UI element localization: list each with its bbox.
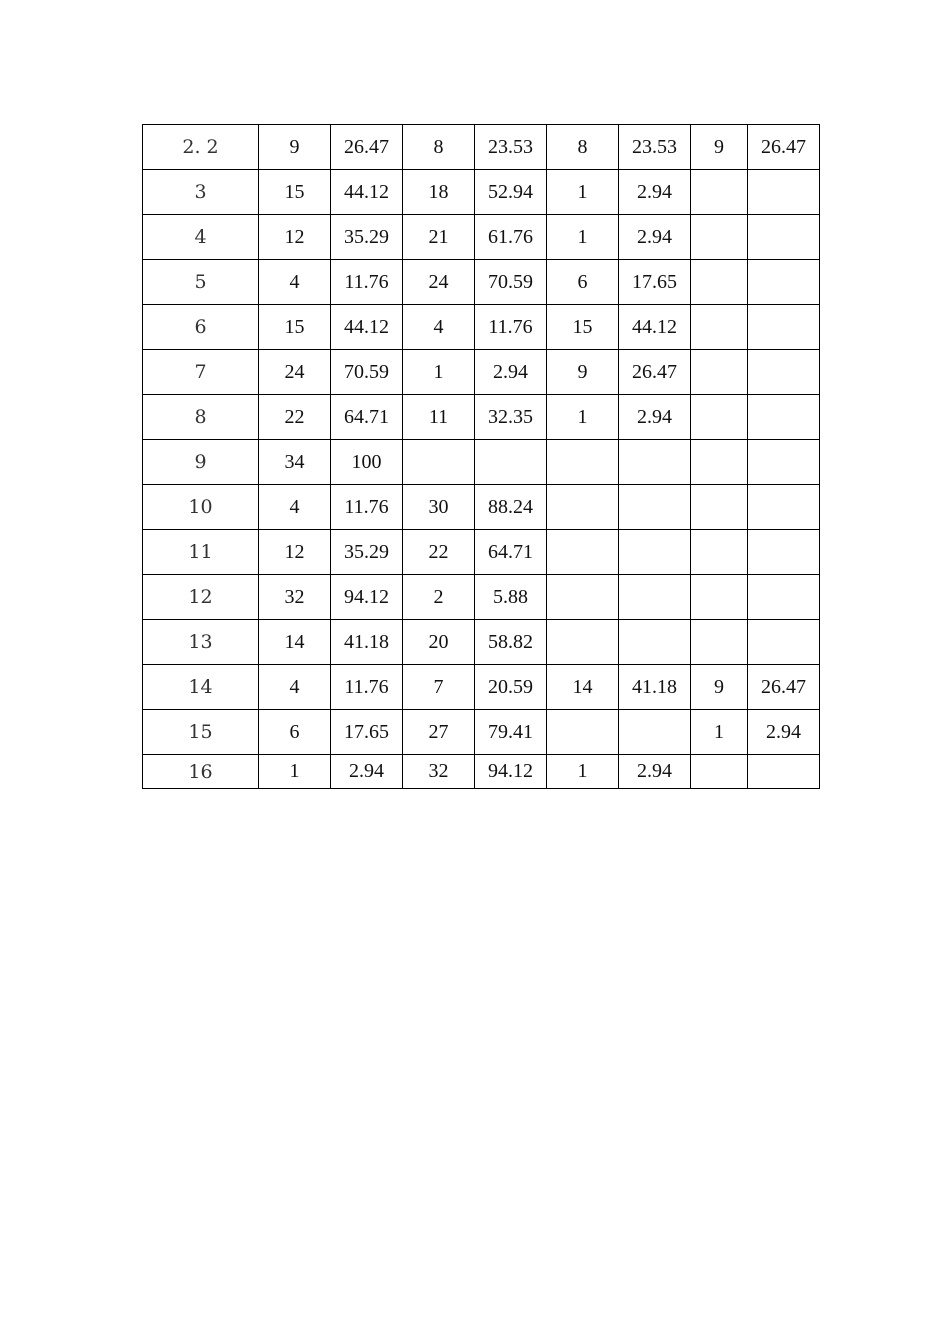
table-cell: 32.35 <box>475 395 547 440</box>
table-cell: 9 <box>259 125 331 170</box>
table-cell: 44.12 <box>619 305 691 350</box>
table-cell <box>619 620 691 665</box>
table-row <box>143 530 820 575</box>
table-cell <box>619 440 691 485</box>
table-cell: 15 <box>547 305 619 350</box>
table-cell <box>619 530 691 575</box>
table-cell: 18 <box>403 170 475 215</box>
table-cell <box>691 260 748 305</box>
table-cell <box>619 575 691 620</box>
table-cell: 14 <box>259 620 331 665</box>
table-cell <box>748 575 820 620</box>
table-cell <box>748 755 820 789</box>
row-label-cell: 16 <box>143 755 259 789</box>
table-cell <box>748 485 820 530</box>
table-row <box>143 575 820 620</box>
table-cell: 24 <box>259 350 331 395</box>
table-cell: 26.47 <box>748 665 820 710</box>
table-cell: 52.94 <box>475 170 547 215</box>
table-cell: 23.53 <box>475 125 547 170</box>
table-cell: 44.12 <box>331 170 403 215</box>
table-cell: 8 <box>547 125 619 170</box>
table-cell <box>691 755 748 789</box>
table-cell <box>691 530 748 575</box>
table-cell: 17.65 <box>619 260 691 305</box>
table-cell: 1 <box>403 350 475 395</box>
table-cell <box>748 305 820 350</box>
table-cell: 35.29 <box>331 530 403 575</box>
table-cell: 11.76 <box>331 485 403 530</box>
table-body <box>143 125 820 789</box>
table-cell: 2.94 <box>331 755 403 789</box>
table-cell: 32 <box>259 575 331 620</box>
table-cell <box>547 530 619 575</box>
table-cell: 8 <box>403 125 475 170</box>
table-cell: 4 <box>403 305 475 350</box>
table-cell: 6 <box>547 260 619 305</box>
table-cell: 64.71 <box>331 395 403 440</box>
table-row <box>143 125 820 170</box>
table-cell <box>475 440 547 485</box>
table-cell <box>691 305 748 350</box>
row-label-cell: 6 <box>143 305 259 350</box>
table-cell: 12 <box>259 215 331 260</box>
table-cell: 26.47 <box>331 125 403 170</box>
table-cell: 44.12 <box>331 305 403 350</box>
table-cell: 11.76 <box>331 260 403 305</box>
table-cell: 15 <box>259 305 331 350</box>
table-cell: 2.94 <box>619 395 691 440</box>
table-cell <box>691 620 748 665</box>
table-cell: 1 <box>547 170 619 215</box>
table-cell <box>748 170 820 215</box>
table-cell: 64.71 <box>475 530 547 575</box>
row-label-cell: 11 <box>143 530 259 575</box>
table-cell: 1 <box>259 755 331 789</box>
table-cell: 61.76 <box>475 215 547 260</box>
table-row <box>143 170 820 215</box>
table-cell <box>691 350 748 395</box>
table-cell: 2.94 <box>475 350 547 395</box>
table-row <box>143 710 820 755</box>
table-cell: 27 <box>403 710 475 755</box>
table-cell: 94.12 <box>475 755 547 789</box>
row-label-cell: 15 <box>143 710 259 755</box>
table-cell: 20.59 <box>475 665 547 710</box>
table-cell <box>619 485 691 530</box>
table-row <box>143 755 820 789</box>
table-cell: 11.76 <box>475 305 547 350</box>
table-cell <box>748 530 820 575</box>
table-cell: 32 <box>403 755 475 789</box>
table-row <box>143 665 820 710</box>
table-cell: 2.94 <box>619 755 691 789</box>
table-cell: 24 <box>403 260 475 305</box>
table-cell: 7 <box>403 665 475 710</box>
table-row <box>143 215 820 260</box>
table-cell <box>691 575 748 620</box>
table-cell <box>748 215 820 260</box>
table-cell <box>691 170 748 215</box>
table-cell: 34 <box>259 440 331 485</box>
table-cell: 70.59 <box>331 350 403 395</box>
table-row <box>143 305 820 350</box>
table-cell: 2.94 <box>619 170 691 215</box>
row-label-cell: 7 <box>143 350 259 395</box>
table-cell: 4 <box>259 665 331 710</box>
row-label-cell: 12 <box>143 575 259 620</box>
table-cell: 5.88 <box>475 575 547 620</box>
row-label-cell: 5 <box>143 260 259 305</box>
table-cell: 41.18 <box>619 665 691 710</box>
table-cell <box>403 440 475 485</box>
table-cell: 58.82 <box>475 620 547 665</box>
table-cell <box>691 485 748 530</box>
table-row <box>143 440 820 485</box>
table-cell <box>691 440 748 485</box>
table-cell: 14 <box>547 665 619 710</box>
table-cell <box>691 215 748 260</box>
table-cell <box>691 395 748 440</box>
table-cell: 17.65 <box>331 710 403 755</box>
row-label-cell: 8 <box>143 395 259 440</box>
table-cell: 100 <box>331 440 403 485</box>
table-cell <box>619 710 691 755</box>
table-cell: 22 <box>259 395 331 440</box>
table-cell: 6 <box>259 710 331 755</box>
table-cell <box>547 575 619 620</box>
row-label-cell: 10 <box>143 485 259 530</box>
table-cell: 41.18 <box>331 620 403 665</box>
table-cell: 4 <box>259 485 331 530</box>
data-table <box>142 124 820 789</box>
table-cell: 30 <box>403 485 475 530</box>
table-cell <box>748 260 820 305</box>
row-label-cell: 13 <box>143 620 259 665</box>
table-cell: 11.76 <box>331 665 403 710</box>
row-label-cell: 9 <box>143 440 259 485</box>
table-cell: 2.94 <box>619 215 691 260</box>
table-row <box>143 620 820 665</box>
table-cell: 15 <box>259 170 331 215</box>
row-label-cell: 4 <box>143 215 259 260</box>
table-cell <box>748 395 820 440</box>
table-row <box>143 350 820 395</box>
table-cell <box>547 620 619 665</box>
table-cell: 79.41 <box>475 710 547 755</box>
table-cell: 94.12 <box>331 575 403 620</box>
table-row <box>143 485 820 530</box>
table-cell: 26.47 <box>619 350 691 395</box>
table-cell: 22 <box>403 530 475 575</box>
table-cell: 11 <box>403 395 475 440</box>
table-cell: 26.47 <box>748 125 820 170</box>
table-row <box>143 260 820 305</box>
table-cell: 2 <box>403 575 475 620</box>
table-cell: 21 <box>403 215 475 260</box>
table-cell: 9 <box>691 665 748 710</box>
table-cell: 88.24 <box>475 485 547 530</box>
table-cell <box>748 440 820 485</box>
row-label-cell: 2. 2 <box>143 125 259 170</box>
table-cell <box>547 440 619 485</box>
table-cell: 1 <box>547 395 619 440</box>
table-cell: 70.59 <box>475 260 547 305</box>
table-cell: 1 <box>691 710 748 755</box>
table-cell: 1 <box>547 755 619 789</box>
table-cell: 9 <box>547 350 619 395</box>
table-cell <box>547 485 619 530</box>
table-cell: 20 <box>403 620 475 665</box>
table-row <box>143 395 820 440</box>
table-cell: 4 <box>259 260 331 305</box>
table-cell <box>547 710 619 755</box>
row-label-cell: 14 <box>143 665 259 710</box>
table-cell: 9 <box>691 125 748 170</box>
table-cell: 1 <box>547 215 619 260</box>
table-cell: 2.94 <box>748 710 820 755</box>
table-cell: 23.53 <box>619 125 691 170</box>
table-cell: 35.29 <box>331 215 403 260</box>
table-cell <box>748 350 820 395</box>
table-cell <box>748 620 820 665</box>
table-cell: 12 <box>259 530 331 575</box>
row-label-cell: 3 <box>143 170 259 215</box>
